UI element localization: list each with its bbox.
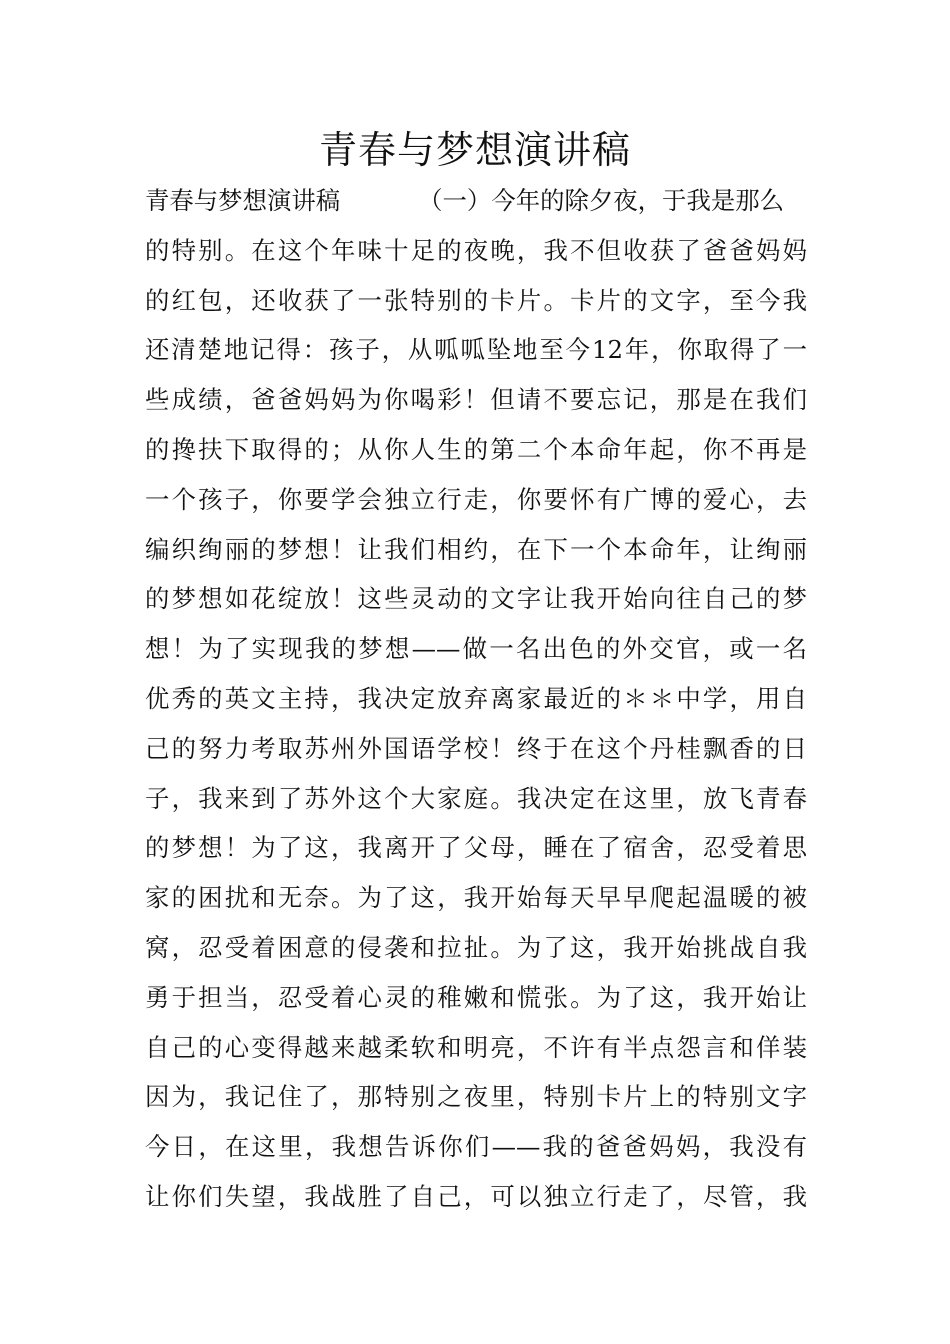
document-title: 青春与梦想演讲稿: [318, 128, 631, 172]
body-line-7: 一个孩子，你要学会独立行走，你要怀有广博的爱心，去: [145, 484, 807, 514]
body-line-17: 勇于担当，忍受着心灵的稚嫩和慌张。为了这，我开始让: [145, 982, 807, 1012]
body-line-3: 的红包，还收获了一张特别的卡片。卡片的文字，至今我: [145, 285, 807, 315]
body-line-8: 编织绚丽的梦想！让我们相约，在下一个本命年，让绚丽: [145, 534, 807, 564]
body-line-9: 的梦想如花绽放！这些灵动的文字让我开始向往自己的梦: [145, 584, 807, 614]
body-line-12: 己的努力考取苏州外国语学校！终于在这个丹桂飘香的日: [145, 733, 807, 763]
body-line-1-rest: （一）今年的除夕夜，于我是那么: [418, 186, 785, 215]
body-line-20: 今日，在这里，我想告诉你们——我的爸爸妈妈，我没有: [145, 1132, 807, 1162]
body-line-21: 让你们失望，我战胜了自己，可以独立行走了，尽管，我: [145, 1181, 807, 1211]
body-line-2: 的特别。在这个年味十足的夜晚，我不但收获了爸爸妈妈: [145, 235, 807, 265]
body-line-15: 家的困扰和无奈。为了这，我开始每天早早爬起温暖的被: [145, 883, 807, 913]
body-line-6: 的搀扶下取得的；从你人生的第二个本命年起，你不再是: [145, 434, 807, 464]
body-line-1: [145, 176, 807, 226]
body-line-19: 因为，我记住了，那特别之夜里，特别卡片上的特别文字: [145, 1082, 807, 1112]
body-line-1-lead: 青春与梦想演讲稿: [145, 186, 341, 215]
body-line-16: 窝，忍受着困意的侵袭和拉扯。为了这，我开始挑战自我: [145, 932, 807, 962]
document-body: [145, 176, 807, 1222]
body-line-10: 想！为了实现我的梦想——做一名出色的外交官，或一名: [145, 634, 807, 664]
body-line-13: 子，我来到了苏外这个大家庭。我决定在这里，放飞青春: [145, 783, 807, 813]
body-line-5: 些成绩，爸爸妈妈为你喝彩！但请不要忘记，那是在我们: [145, 385, 807, 415]
body-line-4: 还清楚地记得：孩子，从呱呱坠地至今12年，你取得了一: [145, 335, 807, 365]
body-line-18: 自己的心变得越来越柔软和明亮，不许有半点怨言和佯装: [145, 1032, 807, 1062]
body-line-11: 优秀的英文主持，我决定放弃离家最近的＊＊中学，用自: [145, 683, 807, 713]
body-line-14: 的梦想！为了这，我离开了父母，睡在了宿舍，忍受着思: [145, 833, 807, 863]
